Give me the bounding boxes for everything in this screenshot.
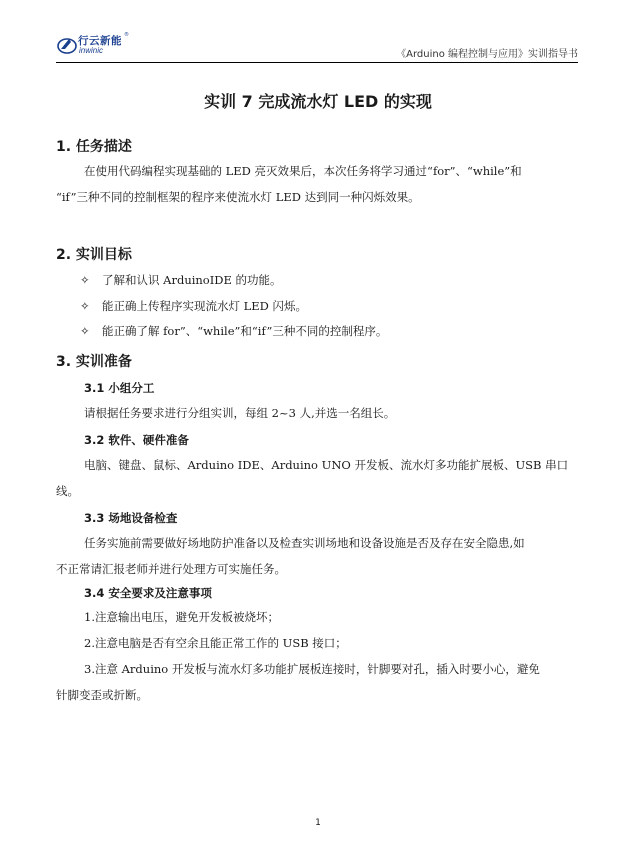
- section-1-para-line2: “if”三种不同的控制框架的程序来使流水灯 LED 达到同一种闪烁效果。: [56, 190, 420, 204]
- section-2-heading: 2. 实训目标: [56, 247, 132, 263]
- subsection-3-3-heading: 3.3 场地设备检查: [84, 511, 178, 525]
- subsection-3-1-heading: 3.1 小组分工: [84, 381, 155, 395]
- subsection-3-3-line1: 任务实施前需要做好场地防护准备以及检查实训场地和设备设施是否及存在安全隐患,如: [84, 536, 525, 550]
- subsection-3-1-text: 请根据任务要求进行分组实训，每组 2~3 人,并选一名组长。: [84, 406, 396, 420]
- bullet-text: 能正确了解 for”、“while”和“if”三种不同的控制程序。: [102, 324, 388, 338]
- section-3-heading: 3. 实训准备: [56, 354, 132, 370]
- page-header: [56, 30, 578, 63]
- bullet-text: 能正确上传程序实现流水灯 LED 闪烁。: [102, 299, 308, 313]
- list-item: [80, 298, 307, 314]
- subsection-3-2-heading: 3.2 软件、硬件准备: [84, 433, 189, 447]
- logo-english-name: inwinic: [79, 46, 104, 55]
- page-title: 实训 7 完成流水灯 LED 的实现: [204, 92, 432, 111]
- company-logo: [56, 32, 176, 58]
- diamond-bullet-icon: ✧: [80, 324, 90, 338]
- subsection-3-3-line2: 不正常请汇报老师并进行处理方可实施任务。: [56, 562, 286, 576]
- safety-item-3-line2: 针脚变歪或折断。: [56, 688, 148, 702]
- diamond-bullet-icon: ✧: [80, 273, 90, 287]
- bullet-text: 了解和认识 ArduinoIDE 的功能。: [102, 273, 282, 287]
- logo-chinese-name: 行云新能: [78, 35, 122, 47]
- subsection-3-4-heading: 3.4 安全要求及注意事项: [84, 586, 212, 600]
- section-1-heading: 1. 任务描述: [56, 139, 132, 155]
- registered-mark: ®: [124, 32, 129, 38]
- subsection-3-2-line1: 电脑、键盘、鼠标、Arduino IDE、Arduino UNO 开发板、流水灯多功能扩展板、USB 串口: [84, 458, 569, 472]
- section-1-para-line1: 在使用代码编程实现基础的 LED 亮灭效果后，本次任务将学习通过“for”、“while”和: [84, 164, 522, 178]
- page-number: 1: [315, 818, 321, 828]
- safety-item-1: 1.注意输出电压，避免开发板被烧坏；: [84, 610, 279, 624]
- list-item: [80, 272, 282, 288]
- logo-icon: [56, 34, 78, 56]
- safety-item-2: 2.注意电脑是否有空余且能正常工作的 USB 接口；: [84, 636, 347, 650]
- list-item: [80, 323, 387, 339]
- diamond-bullet-icon: ✧: [80, 299, 90, 313]
- subsection-3-2-line2: 线。: [56, 484, 79, 498]
- document-title: 《Arduino 编程控制与应用》实训指导书: [396, 49, 578, 60]
- safety-item-3-line1: 3.注意 Arduino 开发板与流水灯多功能扩展板连接时，针脚要对孔，插入时要小心，避免: [84, 662, 540, 676]
